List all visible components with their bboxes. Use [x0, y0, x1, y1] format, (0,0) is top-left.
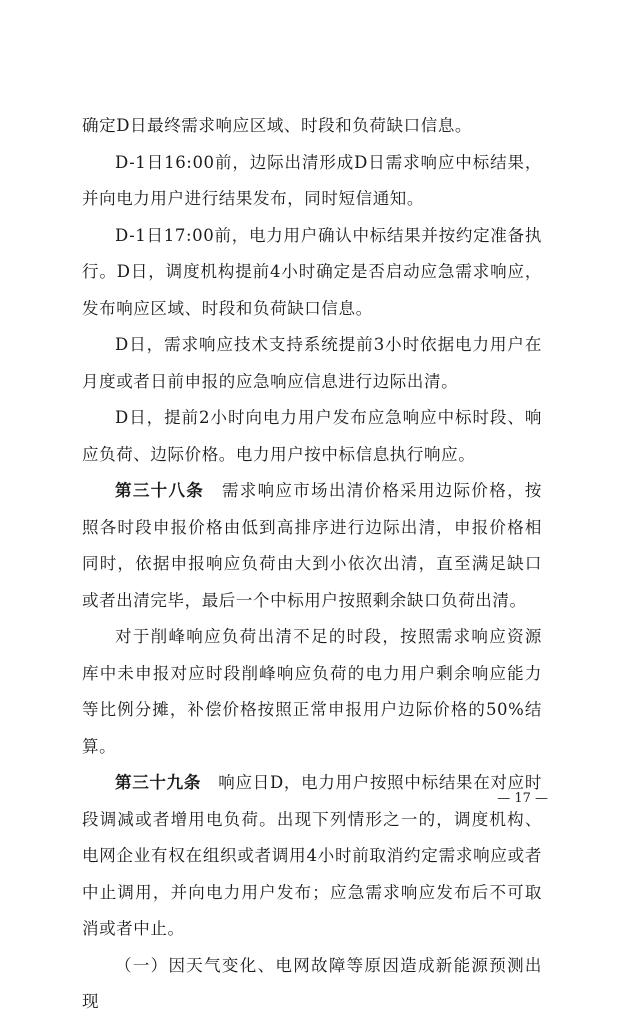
- paragraph: [82, 145, 542, 218]
- paragraph-text: D日，提前2小时向电力用户发布应急响应中标时段、响应负荷、边际价格。电力用户按中标信息执行响应。: [82, 408, 542, 464]
- document-body: [82, 108, 542, 1021]
- paragraph: [82, 218, 542, 328]
- paragraph: [82, 400, 542, 473]
- paragraph-text: D日，需求响应技术支持系统提前3小时依据电力用户在月度或者日前申报的应急响应信息进行边际出清。: [82, 335, 542, 391]
- paragraph-text: 响应日D，电力用户按照中标结果在对应时段调减或者增用电负荷。出现下列情形之一的，调度机构、电网企业有权在组织或者调用4小时前取消约定需求响应或者中止调用，并向电力用户发布；应急需求响应发布后不可取消或者中止。: [82, 773, 542, 938]
- paragraph-text: D-1日16:00前，边际出清形成D日需求响应中标结果，并向电力用户进行结果发布，同时短信通知。: [82, 152, 542, 208]
- page-number: — 17 —: [497, 791, 548, 806]
- paragraph-text: D-1日17:00前，电力用户确认中标结果并按约定准备执行。D日，调度机构提前4小时确定是否启动应急需求响应，发布响应区域、时段和负荷缺口信息。: [82, 225, 542, 318]
- list-item: [82, 948, 542, 1021]
- paragraph-text: 确定D日最终需求响应区域、时段和负荷缺口信息。: [82, 116, 473, 135]
- paragraph: [82, 619, 542, 765]
- paragraph: [82, 327, 542, 400]
- paragraph-text: 需求响应市场出清价格采用边际价格，按照各时段申报价格由低到高排序进行边际出清，申报价格相同时，依据申报响应负荷由大到小依次出清，直至满足缺口或者出清完毕，最后一个中标用户按照剩余缺口负荷出清。: [82, 481, 542, 610]
- article-heading: 第三十八条: [115, 481, 205, 500]
- paragraph-text: 对于削峰响应负荷出清不足的时段，按照需求响应资源库中未申报对应时段削峰响应负荷的电力用户剩余响应能力等比例分摊，补偿价格按照正常申报用户边际价格的50%结算。: [82, 627, 542, 756]
- article-heading: 第三十九条: [115, 773, 202, 792]
- paragraph-text: （一）因天气变化、电网故障等原因造成新能源预测出现: [82, 955, 542, 1011]
- article-38: [82, 473, 542, 619]
- paragraph-continuation: [82, 108, 542, 145]
